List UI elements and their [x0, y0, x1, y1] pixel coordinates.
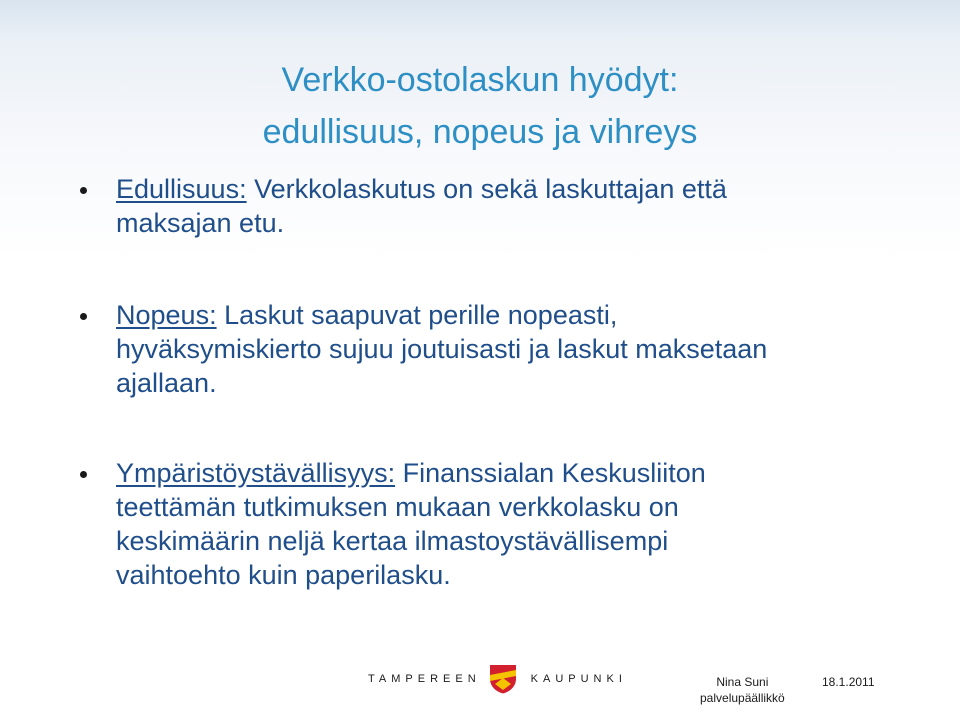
bullet-text-line: Laskut saapuvat perille nopeasti, [224, 300, 618, 330]
author-name: Nina Suni [716, 675, 769, 689]
bullet-text-line: hyväksymiskierto sujuu joutuisasti ja laskut maksetaan [116, 334, 768, 364]
bullet-text-line: keskimäärin neljä kertaa ilmastoystävällisempi [116, 526, 669, 556]
bullet-term: Nopeus: [116, 300, 217, 330]
bullet-ymparistoystavallisyys [80, 456, 920, 592]
tampere-logo [368, 664, 627, 694]
author-title: palvelupäällikkö [700, 691, 785, 705]
bullet-dot-icon [80, 313, 87, 320]
bullet-term: Edullisuus: [116, 174, 247, 204]
tampere-coat-of-arms-icon [489, 664, 517, 694]
footer-date: 18.1.2011 [822, 675, 875, 689]
bullet-edullisuus [80, 172, 920, 240]
bullet-list [80, 172, 920, 592]
slide-title [170, 54, 790, 158]
bullet-text-line: Finanssialan Keskusliiton [402, 458, 706, 488]
bullet-text-line: teettämän tutkimuksen mukaan verkkolasku on [116, 492, 679, 522]
slide-title-line-1: Verkko-ostolaskun hyödyt: [281, 61, 679, 99]
footer-author [700, 674, 785, 706]
logo-text-right: KAUPUNKI [530, 673, 627, 685]
bullet-text-line: Verkkolaskutus on sekä laskuttajan että [254, 174, 727, 204]
bullet-dot-icon [80, 187, 87, 194]
bullet-nopeus [80, 298, 920, 400]
bullet-text-line: vaihtoehto kuin paperilasku. [116, 560, 451, 590]
bullet-dot-icon [80, 471, 87, 478]
bullet-text-line: ajallaan. [116, 368, 217, 398]
bullet-term: Ympäristöystävällisyys: [116, 458, 396, 488]
bullet-text-line: maksajan etu. [116, 208, 285, 238]
slide-title-line-2: edullisuus, nopeus ja vihreys [262, 113, 698, 151]
logo-text-left: TAMPEREEN [368, 673, 481, 685]
